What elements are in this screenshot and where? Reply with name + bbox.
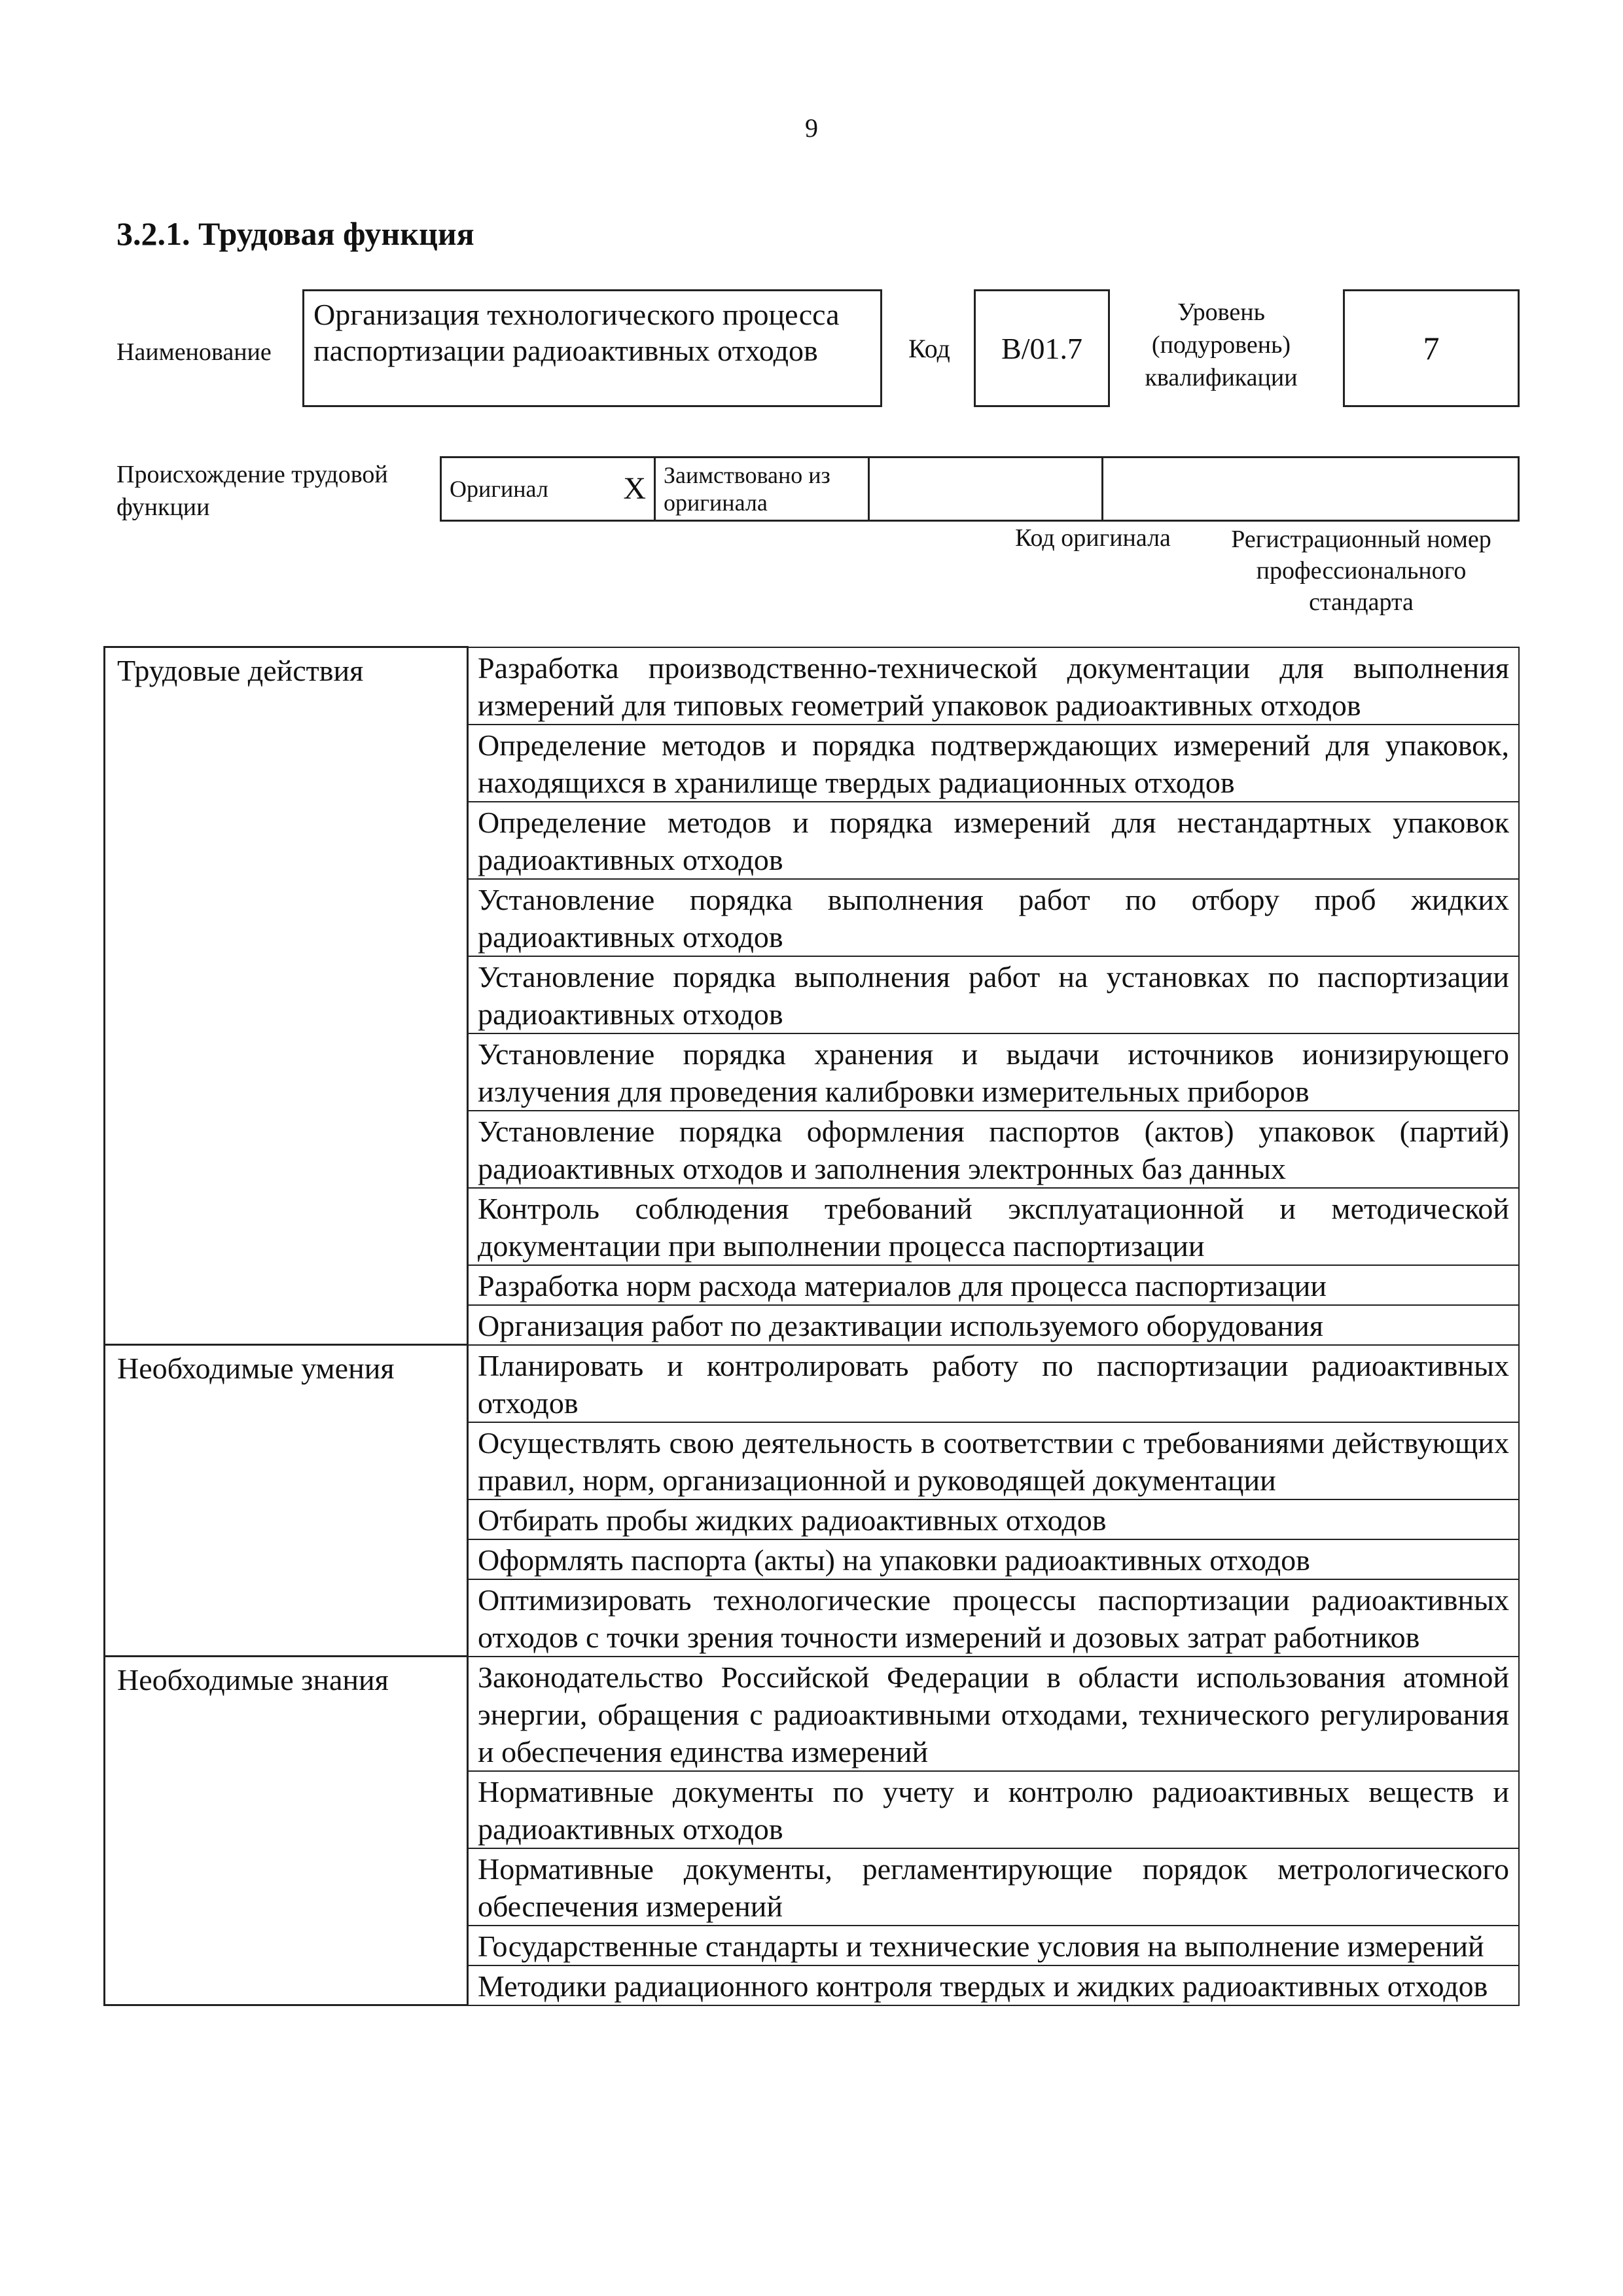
borrowed-label: Заимствовано из оригинала: [655, 457, 869, 521]
item-cell: Оптимизировать технологические процессы паспортизации радиоактивных отходов с точки зрения точности измерений и дозовых затрат работников: [468, 1579, 1520, 1657]
original-code-caption: Код оригинала: [1015, 524, 1171, 552]
category-cell: Необходимые умения: [105, 1345, 468, 1657]
level-label-line3: квалификации: [1145, 364, 1298, 391]
table-row: [105, 1345, 1520, 1422]
item-cell: Нормативные документы по учету и контролю радиоактивных веществ и радиоактивных отходов: [468, 1771, 1520, 1848]
original-cell: [441, 457, 655, 521]
code-value: B/01.7: [974, 289, 1110, 407]
item-cell: Государственные стандарты и технические условия на выполнение измерений: [468, 1926, 1520, 1965]
level-value: 7: [1343, 289, 1520, 407]
original-code-cell: [869, 457, 1103, 521]
origin-table: [440, 456, 1520, 522]
item-cell: Установление порядка выполнения работ на установках по паспортизации радиоактивных отходов: [468, 956, 1520, 1033]
name-label: Наименование: [116, 338, 272, 366]
function-name-field: Организация технологического процесса паспортизации радиоактивных отходов: [302, 289, 882, 407]
table-row: [105, 1657, 1520, 1771]
registration-number-caption: Регистрационный номер профессионального стандарта: [1231, 526, 1491, 616]
item-cell: Определение методов и порядка измерений для нестандартных упаковок радиоактивных отходов: [468, 802, 1520, 879]
table-row: [105, 647, 1520, 725]
function-details-body: [105, 647, 1520, 2005]
item-cell: Разработка производственно-технической документации для выполнения измерений для типовых геометрий упаковок радиоактивных отходов: [468, 647, 1520, 725]
level-label-line2: (подуровень): [1151, 331, 1291, 359]
item-cell: Осуществлять свою деятельность в соответствии с требованиями действующих правил, норм, организационной и руководящей документации: [468, 1422, 1520, 1499]
level-label: [1123, 296, 1319, 394]
item-cell: Оформлять паспорта (акты) на упаковки радиоактивных отходов: [468, 1539, 1520, 1579]
item-cell: Организация работ по дезактивации используемого оборудования: [468, 1305, 1520, 1345]
item-cell: Установление порядка выполнения работ по отбору проб жидких радиоактивных отходов: [468, 879, 1520, 956]
section-title: 3.2.1. Трудовая функция: [116, 215, 474, 252]
category-cell: Трудовые действия: [105, 647, 468, 1345]
item-cell: Установление порядка хранения и выдачи источников ионизирующего излучения для проведения калибровки измерительных приборов: [468, 1033, 1520, 1111]
item-cell: Установление порядка оформления паспортов (актов) упаковок (партий) радиоактивных отходов и заполнения электронных баз данных: [468, 1111, 1520, 1188]
page-number: 9: [805, 113, 818, 143]
level-label-line1: Уровень: [1177, 298, 1265, 326]
category-cell: Необходимые знания: [105, 1657, 468, 2005]
item-cell: Отбирать пробы жидких радиоактивных отходов: [468, 1499, 1520, 1539]
function-details-table: [103, 646, 1520, 2006]
item-cell: Контроль соблюдения требований эксплуатационной и методической документации при выполнении процесса паспортизации: [468, 1188, 1520, 1265]
item-cell: Методики радиационного контроля твердых и жидких радиоактивных отходов: [468, 1965, 1520, 2005]
original-label: Оригинал: [450, 476, 548, 502]
item-cell: Определение методов и порядка подтверждающих измерений для упаковок, находящихся в хранилище твердых радиационных отходов: [468, 725, 1520, 802]
original-mark: X: [623, 471, 646, 506]
origin-label: Происхождение трудовой функции: [116, 461, 388, 521]
code-label: Код: [908, 334, 950, 363]
item-cell: Законодательство Российской Федерации в области использования атомной энергии, обращения с радиоактивными отходами, технического регулирования и обеспечения единства измерений: [468, 1657, 1520, 1771]
registration-number-cell: [1103, 457, 1519, 521]
item-cell: Разработка норм расхода материалов для процесса паспортизации: [468, 1265, 1520, 1305]
item-cell: Нормативные документы, регламентирующие порядок метрологического обеспечения измерений: [468, 1848, 1520, 1926]
item-cell: Планировать и контролировать работу по паспортизации радиоактивных отходов: [468, 1345, 1520, 1422]
